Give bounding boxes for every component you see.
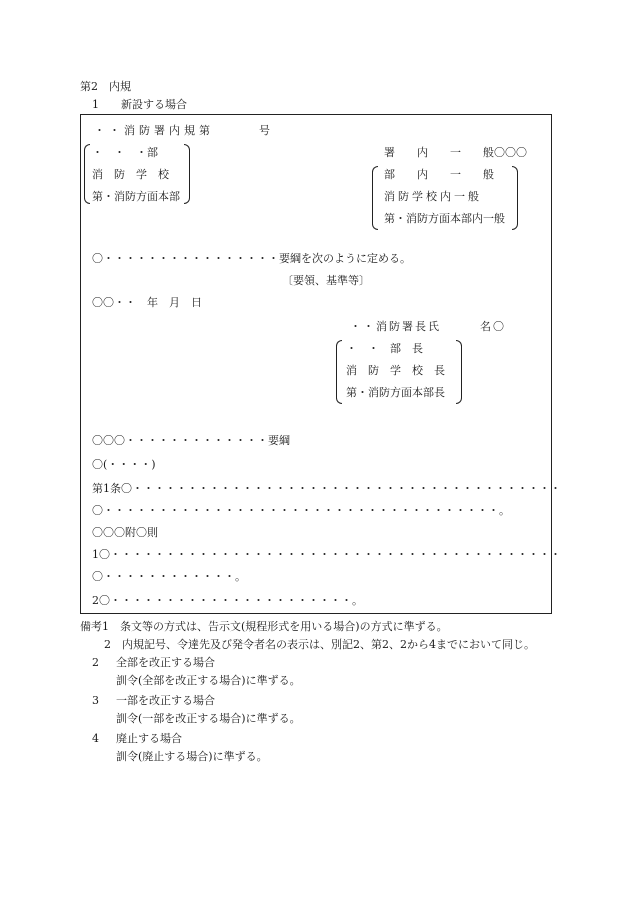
date-line: 〇〇・・ 年 月 日 <box>92 296 202 309</box>
sender-alt-line: 第・消防方面本部長 <box>346 386 445 399</box>
item-number: 2 <box>92 656 99 669</box>
addressee-line: 署 内 一 般〇〇〇 <box>384 146 527 159</box>
section-title: 第2 内規 <box>80 80 131 93</box>
sender-left-brace <box>336 340 342 404</box>
supplementary-line: 1〇・・・・・・・・・・・・・・・・・・・・・・・・・・・・・・・・・・・・・・・・・ <box>92 548 561 561</box>
form-note: 〔要領、基準等〕 <box>282 274 370 287</box>
sub-section-title: 1 新設する場合 <box>92 98 187 111</box>
form-number-line: ・・消防署内規第 号 <box>94 124 274 137</box>
item-title: 一部を改正する場合 <box>116 694 215 707</box>
sender-alt-line: 消 防 学 校 長 <box>346 364 445 377</box>
article-line: 第1条〇・・・・・・・・・・・・・・・・・・・・・・・・・・・・・・・・・・・・・・・ <box>92 482 561 495</box>
body-title: 〇〇〇・・・・・・・・・・・・・要綱 <box>92 434 290 447</box>
addressee-left-brace <box>372 166 378 230</box>
item-text: 訓令(一部を改正する場合)に準ずる。 <box>116 712 301 725</box>
body-paren: 〇(・・・・) <box>92 458 156 471</box>
item-text: 訓令(廃止する場合)に準ずる。 <box>116 750 268 763</box>
addressee-line: 消防学校内一般 <box>384 190 482 203</box>
item-number: 3 <box>92 694 99 707</box>
item-title: 全部を改正する場合 <box>116 656 215 669</box>
supplementary-line: 〇・・・・・・・・・・・・。 <box>92 570 246 583</box>
sender-right-brace <box>456 340 462 404</box>
issuer-line: 消 防 学 校 <box>92 168 169 181</box>
sender-line: ・・消防署長氏 名〇 <box>350 320 506 333</box>
issuer-right-brace <box>184 144 190 204</box>
article-line: 〇・・・・・・・・・・・・・・・・・・・・・・・・・・・・・・・・・・・・。 <box>92 504 510 517</box>
item-text: 訓令(全部を改正する場合)に準ずる。 <box>116 674 301 687</box>
item-title: 廃止する場合 <box>116 732 182 745</box>
supplementary-heading: 〇〇〇附〇則 <box>92 526 158 539</box>
main-sentence: 〇・・・・・・・・・・・・・・・・要綱を次のように定める。 <box>92 252 411 265</box>
addressee-line: 部 内 一 般 <box>384 168 494 181</box>
supplementary-line: 2〇・・・・・・・・・・・・・・・・・・・・・・。 <box>92 594 363 607</box>
addressee-line: 第・消防方面本部内一般 <box>384 212 505 225</box>
sender-alt-line: ・ ・ 部 長 <box>346 342 423 355</box>
item-number: 4 <box>92 732 99 745</box>
addressee-right-brace <box>512 166 518 230</box>
issuer-left-brace <box>84 144 90 204</box>
issuer-line: ・ ・ ・部 <box>92 146 158 159</box>
remark-line: 備考1 条文等の方式は、告示文(規程形式を用いる場合)の方式に準ずる。 <box>80 620 448 633</box>
remark-line: 2 内規記号、令達先及び発令者名の表示は、別記2、第2、2から4までにおいて同じ。 <box>104 638 535 651</box>
issuer-line: 第・消防方面本部 <box>92 190 180 203</box>
